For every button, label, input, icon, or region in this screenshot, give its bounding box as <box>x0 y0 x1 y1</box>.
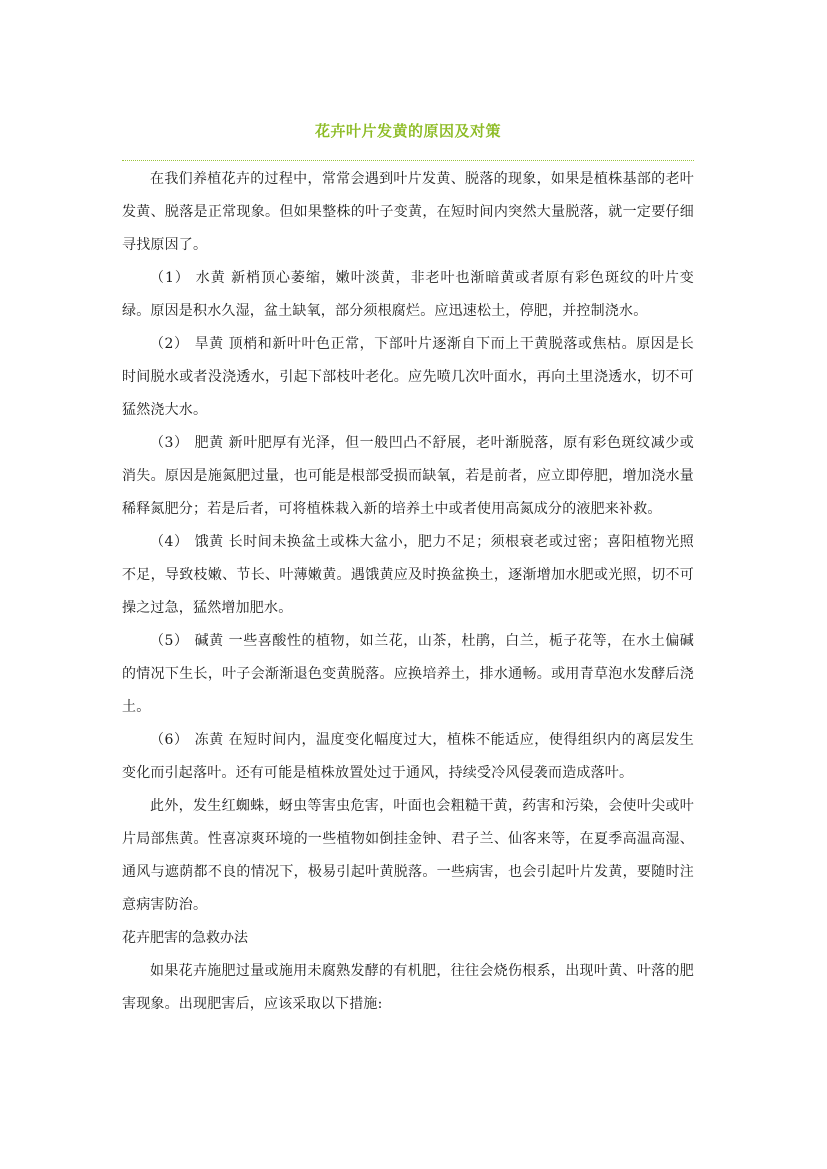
list-item-text: 水黄 新梢顶心萎缩，嫩叶淡黄，非老叶也渐暗黄或者原有彩色斑纹的叶片变绿。原因是积水久湿，盆土缺氧，部分须根腐烂。应迅速松土，停肥，并控制浇水。 <box>122 270 694 319</box>
document-page <box>122 118 694 1021</box>
list-item-number: （6） <box>150 732 189 748</box>
list-item-text: 饿黄 长时间未换盆土或株大盆小，肥力不足；须根衰老或过密；喜阳植物光照不足，导致枝嫩、节长、叶薄嫩黄。遇饿黄应及时换盆换土，逐渐增加水肥或光照，切不可操之过急，猛然增加肥水。 <box>122 534 695 616</box>
intro-paragraph: 在我们养植花卉的过程中，常常会遇到叶片发黄、脱落的现象，如果是植株基部的老叶发黄、脱落是正常现象。但如果整株的叶子变黄，在短时间内突然大量脱落，就一定要仔细寻找原因了。 <box>122 171 694 253</box>
list-item-text: 肥黄 新叶肥厚有光泽，但一般凹凸不舒展，老叶渐脱落，原有彩色斑纹减少或消失。原因是施氮肥过量，也可能是根部受损而缺氧，若是前者，应立即停肥，增加浇水量稀释氮肥分；若是后者，可将植株栽入新的培养土中或者使用高氮成分的液肥来补救。 <box>122 435 695 517</box>
extra-paragraph: 此外，发生红蜘蛛，蚜虫等害虫危害，叶面也会粗糙干黄，药害和污染，会使叶尖或叶片局部焦黄。性喜凉爽环境的一些植物如倒挂金钟、君子兰、仙客来等，在夏季高温高湿、通风与遮荫都不良的情况下，极易引起叶黄脱落。一些病害，也会引起叶片发黄，要随时注意病害防治。 <box>122 798 694 913</box>
list-item-number: （2） <box>150 336 189 352</box>
list-item <box>122 262 694 328</box>
list-item <box>122 328 694 427</box>
list-item <box>122 427 694 526</box>
section-subheading: 花卉肥害的急救办法 <box>122 930 248 946</box>
list-item-number: （4） <box>150 534 189 550</box>
list-item-number: （5） <box>150 633 189 649</box>
list-item <box>122 724 694 790</box>
list-item-number: （1） <box>150 270 190 286</box>
document-title: 花卉叶片发黄的原因及对策 <box>314 122 501 140</box>
document-body <box>122 163 694 1021</box>
title-divider <box>122 160 694 161</box>
list-item-text: 碱黄 一些喜酸性的植物，如兰花，山茶，杜鹃，白兰，栀子花等，在水土偏碱的情况下生长，叶子会渐渐退色变黄脱落。应换培养土，排水通畅。或用青草泡水发酵后浇土。 <box>122 633 695 715</box>
list-item-text: 冻黄 在短时间内，温度变化幅度过大，植株不能适应，使得组织内的离层发生变化而引起落叶。还有可能是植株放置处过于通风，持续受冷风侵袭而造成落叶。 <box>122 732 695 781</box>
list-item-number: （3） <box>150 435 189 451</box>
list-item <box>122 526 694 625</box>
list-item-text: 旱黄 顶梢和新叶叶色正常，下部叶片逐渐自下而上干黄脱落或焦枯。原因是长时间脱水或者没浇透水，引起下部枝叶老化。应先喷几次叶面水，再向土里浇透水，切不可猛然浇大水。 <box>122 336 695 418</box>
final-paragraph: 如果花卉施肥过量或施用未腐熟发酵的有机肥，往往会烧伤根系，出现叶黄、叶落的肥害现象。出现肥害后，应该采取以下措施: <box>122 963 694 1012</box>
list-item <box>122 625 694 724</box>
